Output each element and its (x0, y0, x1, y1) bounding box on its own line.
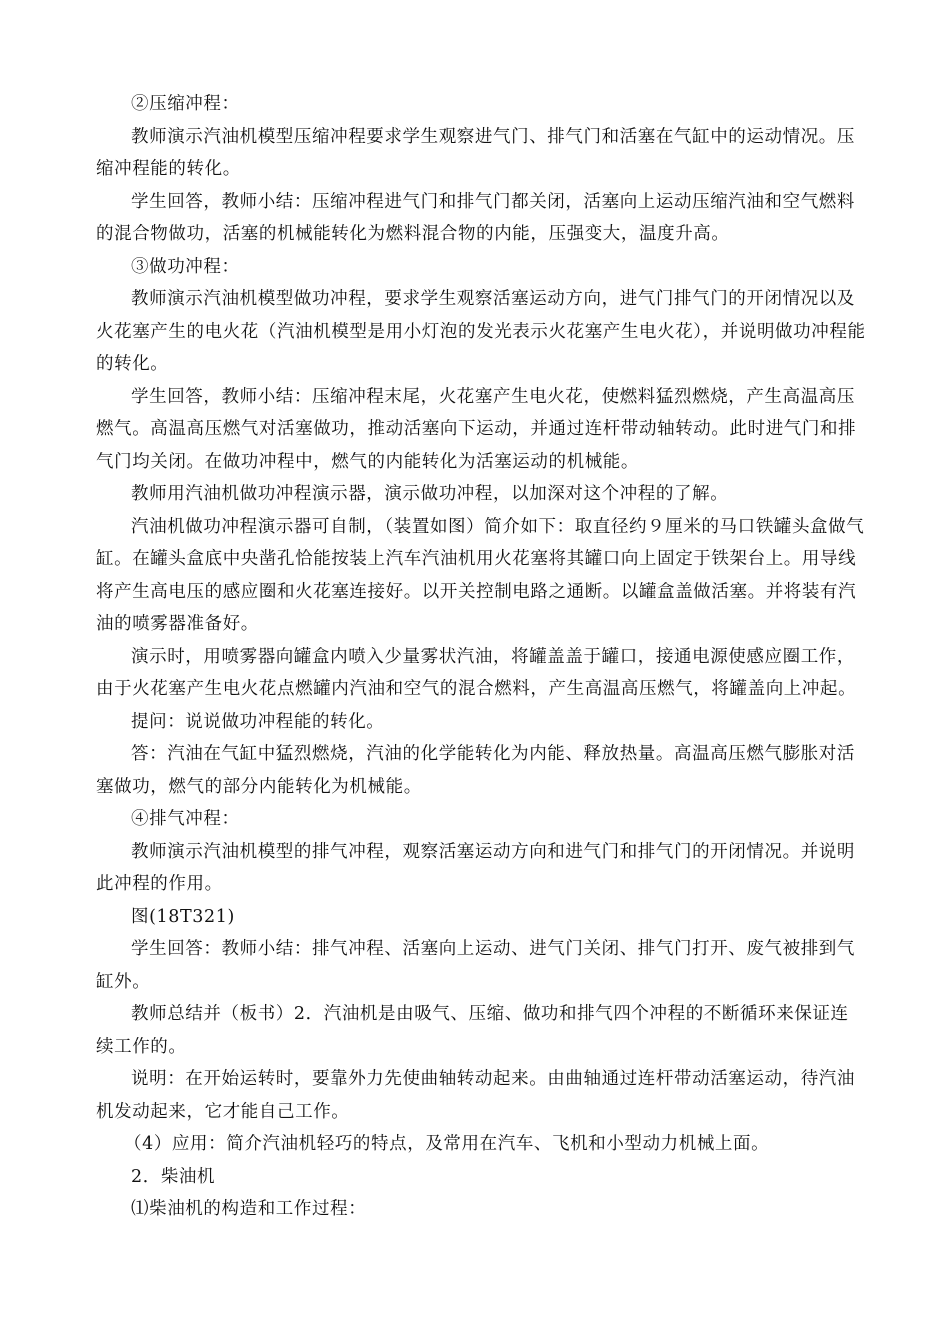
paragraph: 汽油机做功冲程演示器可自制，（装置如图）简介如下：取直径约９厘米的马口铁罐头盒做气缸。在罐头盒底中央凿孔恰能按装上汽车汽油机用火花塞将其罐口向上固定于铁架台上。用导线将产生高电压的感应圈和火花塞连接好。以开关控制电路之通断。以罐盒盖做活塞。并将装有汽油的喷雾器准备好。 (96, 516, 865, 634)
document-body (96, 88, 866, 1226)
paragraph: 教师演示汽油机模型做功冲程，要求学生观察活塞运动方向，进气门排气门的开闭情况以及火花塞产生的电火花（汽油机模型是用小灯泡的发光表示火花塞产生电火花），并说明做功冲程能的转化。 (96, 289, 866, 374)
heading-exhaust-stroke: ④排气冲程： (131, 809, 240, 829)
paragraph: 教师总结并（板书）2．汽油机是由吸气、压缩、做功和排气四个冲程的不断循环来保证连续工作的。 (96, 1004, 849, 1057)
paragraph: 答：汽油在气缸中猛烈燃烧，汽油的化学能转化为内能、释放热量。高温高压燃气膨胀对活塞做功，燃气的部分内能转化为机械能。 (96, 744, 855, 797)
paragraph: （4）应用：简介汽油机轻巧的特点，及常用在汽车、飞机和小型动力机械上面。 (124, 1134, 770, 1154)
heading-diesel-engine: 2．柴油机 (131, 1166, 216, 1187)
paragraph: 教师演示汽油机模型的排气冲程，观察活塞运动方向和进气门和排气门的开闭情况。并说明此冲程的作用。 (96, 841, 855, 894)
paragraph: 学生回答：教师小结：排气冲程、活塞向上运动、进气门关闭、排气门打开、废气被排到气缸外。 (96, 939, 855, 992)
paragraph: 提问：说说做功冲程能的转化。 (131, 711, 385, 732)
paragraph: 学生回答，教师小结：压缩冲程末尾，火花塞产生电火花，使燃料猛烈燃烧，产生高温高压燃气。高温高压燃气对活塞做功，推动活塞向下运动，并通过连杆带动轴转动。此时进气门和排气门均关闭。在做功冲程中，燃气的内能转化为活塞运动的机械能。 (96, 386, 857, 472)
heading-diesel-structure: ⑴柴油机的构造和工作过程： (131, 1199, 367, 1219)
heading-compression-stroke: ②压缩冲程： (131, 94, 240, 114)
paragraph: 演示时，用喷雾器向罐盒内喷入少量雾状汽油，将罐盖盖于罐口，接通电源使感应圈工作，由于火花塞产生电火花点燃罐内汽油和空气的混合燃料，产生高温高压燃气，将罐盖向上冲起。 (96, 646, 857, 699)
paragraph: 教师用汽油机做功冲程演示器，演示做功冲程，以加深对这个冲程的了解。 (131, 484, 729, 504)
paragraph: 说明：在开始运转时，要靠外力先使曲轴转动起来。由曲轴通过连杆带动活塞运动，待汽油机发动起来，它才能自己工作。 (96, 1069, 855, 1122)
figure-reference: 图(18T321) (131, 906, 235, 927)
paragraph: 学生回答，教师小结：压缩冲程进气门和排气门都关闭，活塞向上运动压缩汽油和空气燃料的混合物做功，活塞的机械能转化为燃料混合物的内能，压强变大，温度升高。 (96, 191, 855, 244)
paragraph: 教师演示汽油机模型压缩冲程要求学生观察进气门、排气门和活塞在气缸中的运动情况。压缩冲程能的转化。 (96, 126, 855, 179)
heading-power-stroke: ③做功冲程： (131, 256, 240, 277)
